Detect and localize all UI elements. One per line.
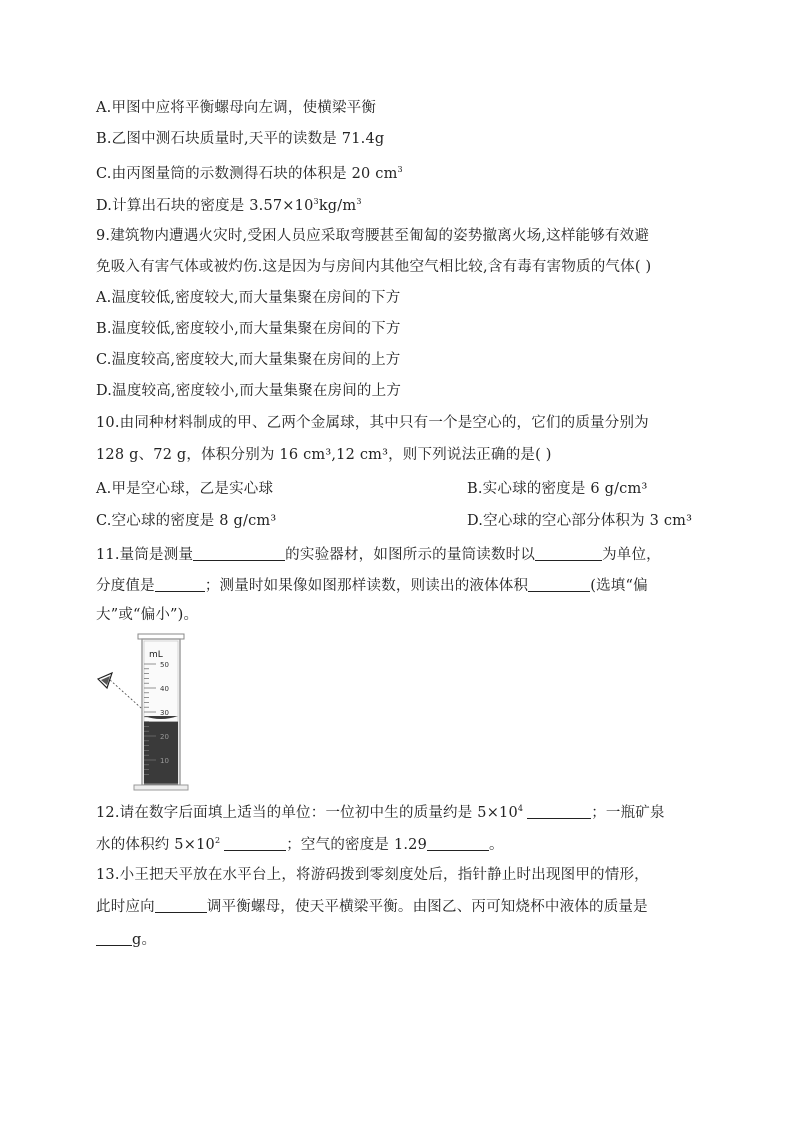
q12-blank-1[interactable]	[527, 804, 591, 819]
q10-stem-line-2: 128 g、72 g，体积分别为 16 cm³,12 cm³，则下列说法正确的是( )	[96, 447, 552, 463]
q10-option-b: B.实心球的密度是 6 g/cm³	[467, 481, 648, 497]
q13-text-a: 此时应向	[96, 899, 155, 915]
q13-blank-2[interactable]	[96, 931, 132, 946]
scale-label: 50	[160, 661, 169, 669]
q11-line-2	[96, 576, 648, 596]
q11-text-f: (选填“偏	[590, 578, 648, 594]
q11-text-e: ；测量时如果像如图那样读数，则读出的液体体积	[204, 578, 529, 594]
q8-option-c	[96, 160, 403, 184]
q12-line-2	[96, 831, 504, 855]
q8-option-b: B.乙图中测石块质量时,天平的读数是 71.4g	[96, 131, 385, 147]
q10-option-a: A.甲是空心球，乙是实心球	[96, 481, 274, 497]
q13-text-b: 调平衡螺母，使天平横梁平衡。由图乙、丙可知烧杯中液体的质量是	[206, 899, 648, 915]
q12-text-e: 。	[489, 837, 504, 853]
scale-label: 30	[160, 709, 169, 717]
q8-option-a: A.甲图中应将平衡螺母向左调，使横梁平衡	[96, 100, 377, 116]
q8-option-d-unit: kg/m	[318, 198, 357, 214]
q8-option-d-text: D.计算出石块的密度是 3.57×10	[96, 198, 314, 214]
q12-blank-2[interactable]	[224, 836, 286, 851]
q8-option-d	[96, 192, 362, 216]
graduated-cylinder-figure	[88, 632, 198, 792]
q9-option-c: C.温度较高,密度较大,而大量集聚在房间的上方	[96, 352, 401, 368]
q9-stem-line-1: 9.建筑物内遭遇火灾时,受困人员应采取弯腰甚至匍匐的姿势撤离火场,这样能够有效避	[96, 228, 650, 244]
q10-option-d: D.空心球的空心部分体积为 3 cm³	[467, 513, 693, 529]
q11-blank-1[interactable]	[193, 546, 285, 561]
q11-text-b: 的实验器材，如图所示的量筒读数时以	[285, 547, 536, 563]
q13-line-3	[96, 930, 156, 950]
q9-option-d: D.温度较高,密度较小,而大量集聚在房间的上方	[96, 383, 402, 399]
q11-blank-2[interactable]	[535, 546, 602, 561]
q13-blank-1[interactable]	[155, 898, 207, 913]
q10-options-row-2	[96, 511, 693, 531]
q13-text-c: g。	[132, 932, 157, 948]
q11-line-1	[96, 545, 661, 565]
q11-blank-3[interactable]	[155, 577, 205, 592]
q8-option-d-exponent: 3	[313, 197, 319, 206]
liquid-column	[144, 722, 178, 783]
q10-stem-line-1: 10.由同种材料制成的甲、乙两个金属球，其中只有一个是空心的，它们的质量分别为	[96, 415, 649, 431]
q8-option-c-exponent: 3	[397, 165, 403, 174]
q12-blank-3[interactable]	[427, 836, 489, 851]
q9-option-a: A.温度较低,密度较大,而大量集聚在房间的下方	[96, 290, 401, 306]
q13-line-2	[96, 897, 648, 917]
q12-exponent-2: 2	[214, 836, 221, 845]
q12-text-c: 水的体积约 5×10	[96, 837, 215, 853]
q12-text-d: ；空气的密度是 1.29	[286, 837, 428, 853]
scale-label: 10	[160, 757, 169, 765]
q13-line-1: 13.小王把天平放在水平台上，将游码拨到零刻度处后，指针静止时出现图甲的情形，	[96, 867, 649, 883]
q11-text-d: 分度值是	[96, 578, 155, 594]
q12-text-a: 12.请在数字后面填上适当的单位：一位初中生的质量约是 5×10	[96, 805, 518, 821]
q11-blank-4[interactable]	[528, 577, 590, 592]
q11-text-a: 11.量筒是测量	[96, 547, 194, 563]
cylinder-unit-label: mL	[149, 650, 163, 660]
q11-text-c: 为单位，	[602, 547, 661, 563]
q12-text-b: ；一瓶矿泉	[591, 805, 665, 821]
scale-label: 40	[160, 685, 169, 693]
q8-option-d-unit-exponent: 3	[356, 197, 362, 206]
q10-option-c: C.空心球的密度是 8 g/cm³	[96, 513, 277, 529]
q9-stem-line-2: 免吸入有害气体或被灼伤.这是因为与房间内其他空气相比较,含有毒有害物质的气体( )	[96, 259, 652, 275]
q9-option-b: B.温度较低,密度较小,而大量集聚在房间的下方	[96, 321, 401, 337]
q12-line-1	[96, 799, 665, 823]
q11-line-3: 大”或“偏小”)。	[96, 607, 199, 623]
q8-option-c-text: C.由丙图量筒的示数测得石块的体积是 20 cm	[96, 166, 398, 182]
q12-exponent-1: 4	[517, 804, 524, 813]
scale-label: 20	[160, 733, 169, 741]
q10-options-row-1	[96, 479, 648, 499]
